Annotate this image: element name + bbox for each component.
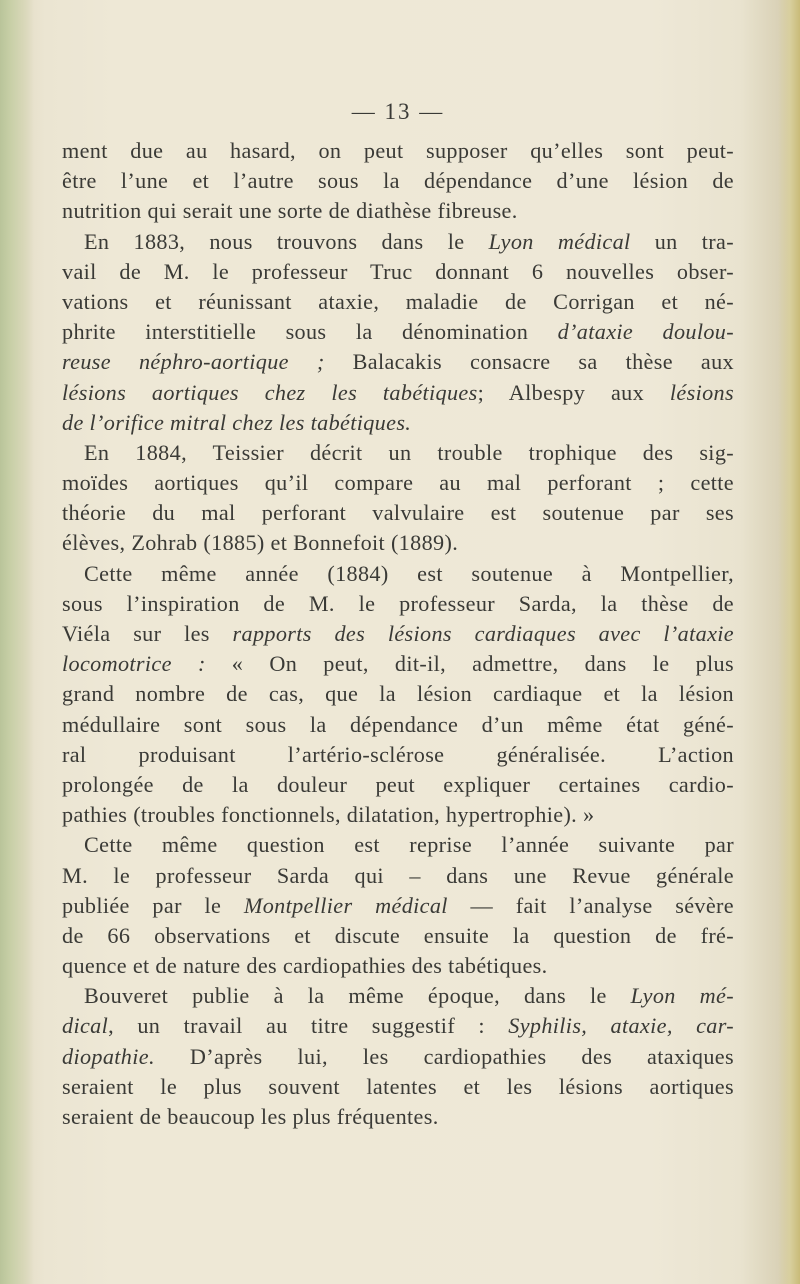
text-line bbox=[62, 951, 734, 981]
page-number: — 13 — bbox=[351, 99, 445, 124]
text-line bbox=[62, 468, 734, 498]
text-line bbox=[62, 227, 734, 257]
text-segment: théorie du mal perforant valvulaire est soutenue par ses bbox=[62, 500, 734, 526]
page-content bbox=[62, 92, 734, 1132]
text-segment: Cette même année (1884) est soutenue à Montpellier, bbox=[84, 560, 734, 586]
text-segment: de 66 observations et discute ensuite la question de fré- bbox=[62, 922, 734, 948]
text-line bbox=[62, 1102, 734, 1132]
text-segment: grand nombre de cas, que la lésion cardiaque et la lésion bbox=[62, 681, 734, 707]
text-line bbox=[62, 861, 734, 891]
italic-text: Lyon mé- bbox=[630, 983, 734, 1009]
text-line bbox=[62, 921, 734, 951]
text-segment: un tra- bbox=[630, 228, 734, 254]
text-line bbox=[62, 770, 734, 800]
text-segment: Viéla sur les bbox=[62, 621, 233, 646]
page-left-edge bbox=[0, 0, 34, 1284]
text-line bbox=[62, 257, 734, 287]
text-segment: moïdes aortiques qu’il compare au mal perforant ; cette bbox=[62, 470, 734, 496]
italic-text: reuse néphro-aortique ; bbox=[62, 349, 325, 375]
text-segment: M. le professeur Sarda qui – dans une Revue générale bbox=[62, 862, 734, 888]
text-segment: ; Albespy aux bbox=[477, 379, 670, 405]
italic-text: de l’orifice mitral chez les tabétiques. bbox=[62, 409, 412, 435]
text-segment: sous l’inspiration de M. le professeur Sarda, la thèse de bbox=[62, 590, 734, 616]
italic-text: Syphilis, ataxie, car- bbox=[508, 1013, 734, 1039]
page-right-edge bbox=[778, 0, 800, 1284]
text-line bbox=[62, 196, 734, 226]
text-segment: Bouveret publie à la même époque, dans le bbox=[84, 983, 631, 1009]
text-line bbox=[62, 589, 734, 619]
text-segment: ment due au hasard, on peut supposer qu’elles sont peut- bbox=[62, 138, 734, 163]
text-line bbox=[62, 166, 734, 196]
text-segment: phrite interstitielle sous la dénomination bbox=[62, 319, 558, 345]
text-line bbox=[62, 559, 734, 589]
text-segment: Balacakis consacre sa thèse aux bbox=[324, 349, 734, 375]
italic-text: lésions bbox=[669, 379, 734, 405]
text-line bbox=[62, 347, 734, 377]
text-line bbox=[62, 287, 734, 317]
italic-text: locomotrice : bbox=[62, 651, 206, 677]
italic-text: Lyon médical bbox=[488, 228, 631, 254]
text-segment: En 1883, nous trouvons dans le bbox=[84, 228, 489, 254]
italic-text: dical bbox=[62, 1013, 109, 1039]
text-line bbox=[62, 891, 734, 921]
text-line bbox=[62, 317, 734, 347]
text-segment: publiée par le bbox=[62, 892, 244, 918]
text-segment: seraient le plus souvent latentes et les lésions aortiques bbox=[62, 1073, 734, 1099]
text-segment: Cette même question est reprise l’année suivante par bbox=[84, 832, 734, 858]
text-line bbox=[62, 649, 734, 679]
italic-text: rapports des lésions cardiaques avec l’ataxie bbox=[232, 621, 734, 646]
text-segment: quence et de nature des cardiopathies des tabétiques. bbox=[62, 953, 548, 979]
text-line bbox=[62, 619, 734, 649]
text-segment: vail de M. le professeur Truc donnant 6 nouvelles obser- bbox=[62, 258, 734, 284]
text-line bbox=[62, 830, 734, 860]
text-segment: « On peut, dit-il, admettre, dans le plus bbox=[205, 651, 734, 677]
text-segment: seraient de beaucoup les plus fréquentes. bbox=[62, 1104, 439, 1129]
text-segment: vations et réunissant ataxie, maladie de Corrigan et né- bbox=[62, 288, 734, 314]
text-segment: — fait l’analyse sévère bbox=[447, 892, 734, 918]
text-segment: élèves, Zohrab (1885) et Bonnefoit (1889). bbox=[62, 530, 459, 556]
text-line bbox=[62, 981, 734, 1011]
text-line bbox=[62, 378, 734, 408]
text-body bbox=[62, 136, 734, 1132]
text-line bbox=[62, 1011, 734, 1041]
italic-text: Montpellier médical bbox=[243, 892, 448, 918]
text-segment: D’après lui, les cardiopathies des ataxiques bbox=[154, 1043, 734, 1069]
text-line bbox=[62, 1072, 734, 1102]
text-segment: , un travail au titre suggestif : bbox=[108, 1013, 509, 1039]
text-line bbox=[62, 710, 734, 740]
text-line bbox=[62, 679, 734, 709]
text-segment: être l’une et l’autre sous la dépendance d’une lésion de bbox=[62, 168, 734, 194]
text-line bbox=[62, 408, 734, 438]
text-line bbox=[62, 740, 734, 770]
text-line bbox=[62, 528, 734, 558]
text-segment: médullaire sont sous la dépendance d’un même état géné- bbox=[62, 711, 734, 737]
italic-text: diopathie. bbox=[62, 1043, 155, 1069]
text-segment: pathies (troubles fonctionnels, dilatation, hypertrophie). » bbox=[62, 802, 595, 828]
italic-text: d’ataxie doulou- bbox=[557, 319, 734, 345]
text-segment: En 1884, Teissier décrit un trouble trophique des sig- bbox=[84, 439, 734, 465]
text-line bbox=[62, 438, 734, 468]
text-segment: ral produisant l’artério-sclérose généralisée. L’action bbox=[62, 741, 734, 767]
text-segment: prolongée de la douleur peut expliquer certaines cardio- bbox=[62, 771, 734, 797]
text-segment: nutrition qui serait une sorte de diathèse fibreuse. bbox=[62, 198, 518, 224]
text-line bbox=[62, 800, 734, 830]
text-line bbox=[62, 498, 734, 528]
text-line bbox=[62, 136, 734, 166]
text-line bbox=[62, 1042, 734, 1072]
italic-text: lésions aortiques chez les tabétiques bbox=[62, 379, 478, 405]
